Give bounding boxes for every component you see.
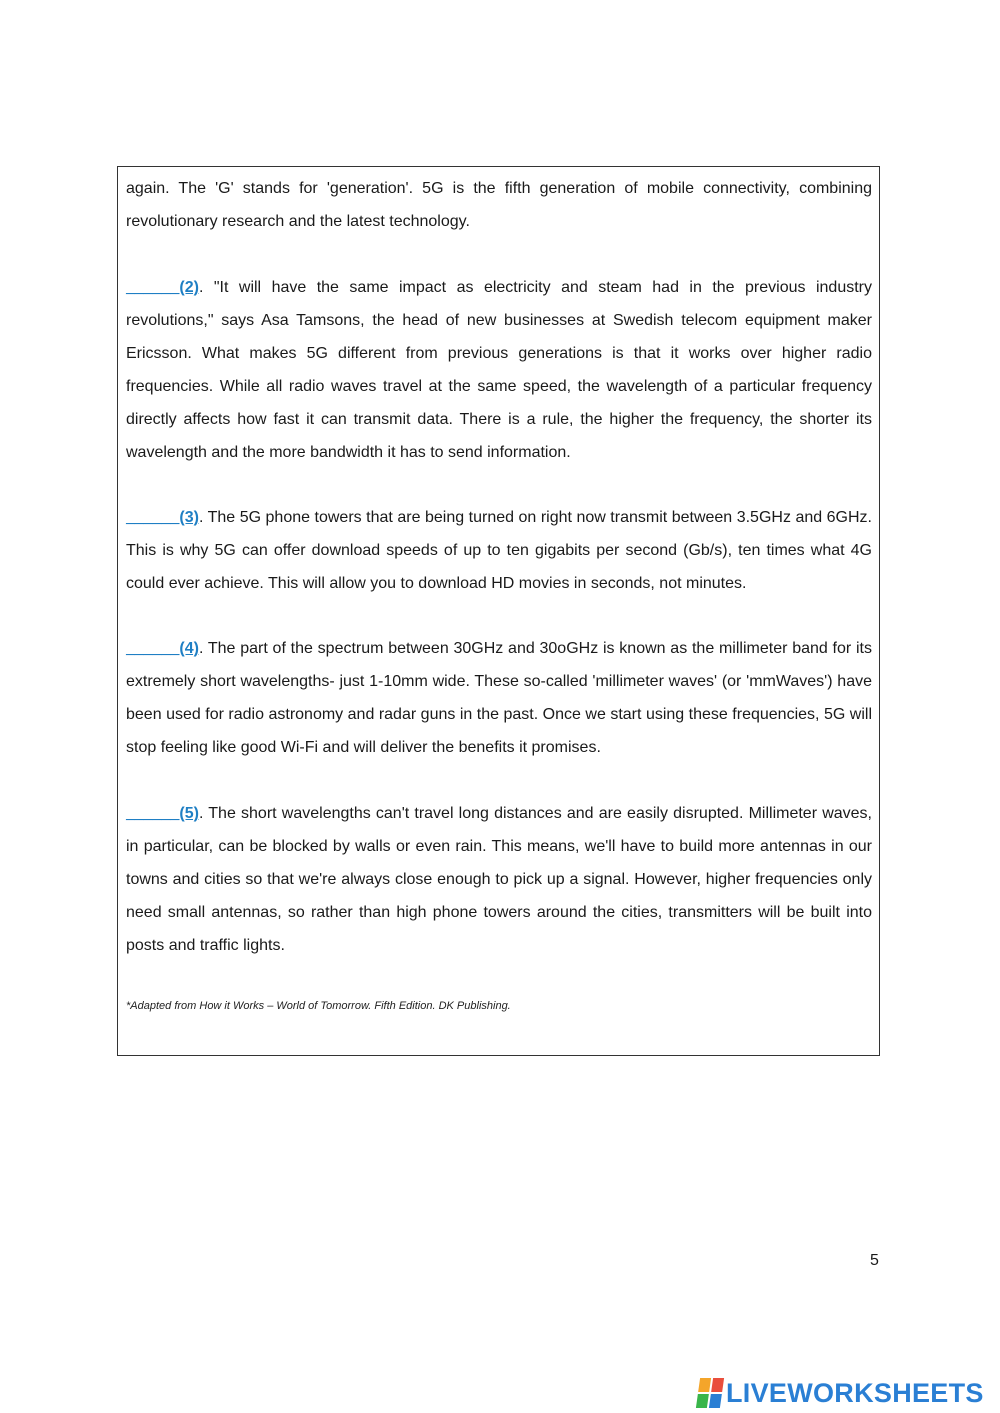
liveworksheets-brand[interactable] — [698, 1376, 984, 1410]
paragraph-4 — [126, 633, 872, 765]
paragraph-2 — [126, 272, 872, 469]
paragraph-3-text: . The 5G phone towers that are being turned on right now transmit between 3.5GHz and 6GHz. This is why 5G can offer download speeds of up to ten gigabits per second (Gb/s), ten times what 4G could ever achieve. This will allow you to download HD movies in seconds, not minutes. — [126, 509, 872, 592]
source-citation: *Adapted from How it Works – World of Tomorrow. Fifth Edition. DK Publishing. — [126, 1000, 511, 1012]
paragraph-2-text: . "It will have the same impact as electricity and steam had in the previous industry revolutions," says Asa Tamsons, the head of new businesses at Swedish telecom equipment maker Ericsson. What makes 5G different from previous generations is that it works over higher radio frequencies. While all radio waves travel at the same speed, the wavelength of a particular frequency directly affects how fast it can transmit data. There is a rule, the higher the frequency, the shorter its wavelength and the more bandwidth it has to send information. — [126, 279, 872, 461]
paragraph-1 — [126, 173, 872, 239]
answer-blank-3[interactable]: ______(3) — [126, 509, 199, 526]
paragraph-5 — [126, 798, 872, 963]
answer-blank-4[interactable]: ______(4) — [126, 640, 199, 657]
paragraph-1-text: again. The 'G' stands for 'generation'. 5G is the fifth generation of mobile connectivity, combining revolutionary research and the latest technology. — [126, 180, 872, 230]
page-number: 5 — [870, 1252, 879, 1269]
answer-blank-2[interactable]: ______(2) — [126, 279, 199, 296]
answer-blank-5[interactable]: ______(5) — [126, 805, 199, 822]
liveworksheets-logo-icon — [696, 1378, 724, 1408]
brand-wordmark: LIVEWORKSHEETS — [726, 1377, 984, 1408]
paragraph-4-text: . The part of the spectrum between 30GHz and 30oGHz is known as the millimeter band for its extremely short wavelengths- just 1-10mm wide. These so-called 'millimeter waves' (or 'mmWaves') have been used for radio astronomy and radar guns in the past. Once we start using these frequencies, 5G will stop feeling like good Wi-Fi and will deliver the benefits it promises. — [126, 640, 872, 756]
paragraph-5-text: . The short wavelengths can't travel long distances and are easily disrupted. Millimeter waves, in particular, can be blocked by walls or even rain. This means, we'll have to build more antennas in our towns and cities so that we're always close enough to pick up a signal. However, higher frequencies only need small antennas, so rather than high phone towers around the cities, transmitters will be built into posts and traffic lights. — [126, 805, 872, 954]
paragraph-3 — [126, 502, 872, 601]
